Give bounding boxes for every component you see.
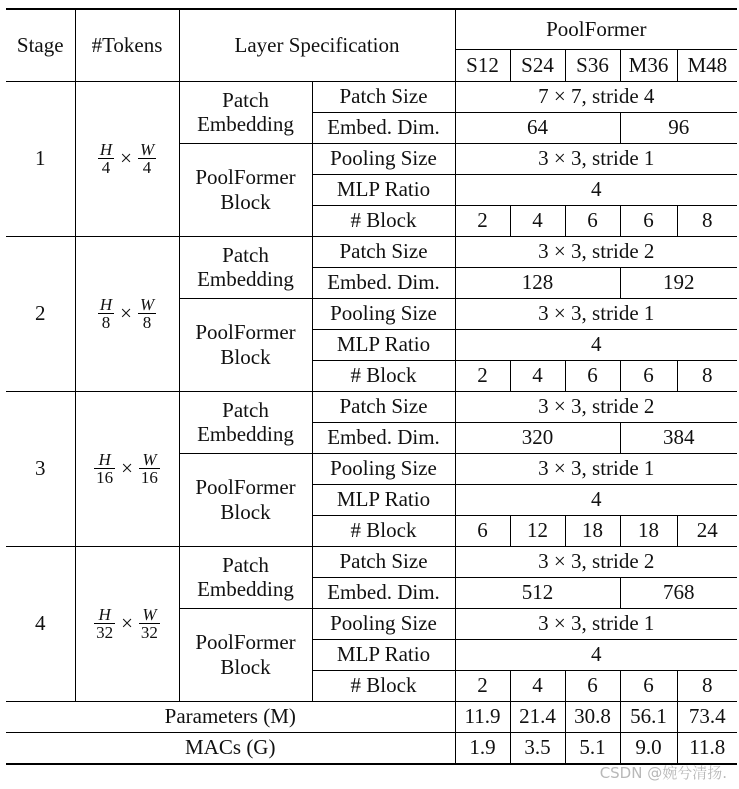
mlp-ratio-value: 4 [455, 174, 737, 205]
embed-dim-m-value: 384 [620, 422, 737, 453]
mlp-ratio-label: MLP Ratio [312, 484, 455, 515]
macs-value: 1.9 [455, 732, 510, 764]
num-block-value: 2 [455, 670, 510, 701]
embed-dim-s-value: 320 [455, 422, 620, 453]
params-value: 11.9 [455, 701, 510, 732]
header-model-m36: M36 [620, 49, 677, 81]
pooling-size-value: 3 × 3, stride 1 [455, 453, 737, 484]
fraction-denominator: 8 [138, 313, 156, 331]
header-model-s12: S12 [455, 49, 510, 81]
tokens-formula [75, 81, 179, 236]
poolformer-spec-table [6, 8, 737, 765]
params-label: Parameters (M) [6, 701, 455, 732]
patch-size-label: Patch Size [312, 236, 455, 267]
header-layer-spec: Layer Specification [179, 9, 455, 81]
patch-size-value: 3 × 3, stride 2 [455, 546, 737, 577]
num-block-value: 6 [565, 205, 620, 236]
num-block-value: 4 [510, 205, 565, 236]
num-block-value: 6 [565, 360, 620, 391]
table-body [6, 9, 737, 764]
num-block-value: 6 [620, 205, 677, 236]
patch-size-value: 3 × 3, stride 2 [455, 391, 737, 422]
embed-dim-s-value: 128 [455, 267, 620, 298]
patch-size-label: Patch Size [312, 81, 455, 112]
pooling-size-value: 3 × 3, stride 1 [455, 143, 737, 174]
width-fraction [138, 141, 156, 176]
num-block-value: 12 [510, 515, 565, 546]
patch-size-value: 7 × 7, stride 4 [455, 81, 737, 112]
num-block-label: # Block [312, 360, 455, 391]
fraction-denominator: 8 [98, 313, 114, 331]
poolformer-block-label: PoolFormer Block [179, 143, 312, 236]
embed-dim-label: Embed. Dim. [312, 267, 455, 298]
height-fraction [94, 606, 115, 641]
pooling-size-label: Pooling Size [312, 608, 455, 639]
embed-dim-m-value: 96 [620, 112, 737, 143]
fraction-numerator: H [98, 605, 111, 624]
fraction-denominator: 16 [140, 468, 158, 487]
fraction-denominator: 4 [98, 158, 114, 176]
macs-label: MACs (G) [6, 732, 455, 764]
num-block-value: 8 [677, 205, 737, 236]
pooling-size-label: Pooling Size [312, 143, 455, 174]
fraction-numerator: H [99, 140, 113, 159]
embed-dim-label: Embed. Dim. [312, 112, 455, 143]
embed-dim-s-value: 512 [455, 577, 620, 608]
fraction-numerator: W [142, 450, 157, 469]
fraction-numerator: H [99, 295, 113, 314]
times-symbol: × [121, 456, 133, 481]
patch-size-label: Patch Size [312, 391, 455, 422]
times-symbol: × [120, 301, 132, 326]
embed-dim-m-value: 768 [620, 577, 737, 608]
tokens-formula [75, 546, 179, 701]
tokens-formula [75, 391, 179, 546]
patch-embedding-label: Patch Embedding [179, 391, 312, 453]
params-value: 73.4 [677, 701, 737, 732]
fraction-denominator: 32 [140, 623, 158, 642]
fraction-numerator: W [142, 605, 157, 624]
times-symbol: × [120, 146, 132, 171]
num-block-label: # Block [312, 670, 455, 701]
num-block-value: 18 [565, 515, 620, 546]
macs-value: 11.8 [677, 732, 737, 764]
watermark: CSDN @婉兮清扬. [599, 764, 727, 782]
num-block-value: 2 [455, 205, 510, 236]
fraction-numerator: W [139, 140, 155, 159]
num-block-value: 2 [455, 360, 510, 391]
mlp-ratio-value: 4 [455, 484, 737, 515]
header-stage: Stage [6, 9, 75, 81]
fraction-numerator: W [139, 295, 155, 314]
pooling-size-label: Pooling Size [312, 298, 455, 329]
mlp-ratio-label: MLP Ratio [312, 174, 455, 205]
macs-value: 5.1 [565, 732, 620, 764]
patch-embedding-label: Patch Embedding [179, 546, 312, 608]
num-block-value: 6 [455, 515, 510, 546]
num-block-value: 4 [510, 670, 565, 701]
mlp-ratio-label: MLP Ratio [312, 329, 455, 360]
macs-value: 3.5 [510, 732, 565, 764]
fraction-denominator: 16 [96, 468, 114, 487]
mlp-ratio-value: 4 [455, 639, 737, 670]
tokens-formula [75, 236, 179, 391]
fraction-denominator: 32 [96, 623, 114, 642]
num-block-value: 6 [620, 360, 677, 391]
params-value: 30.8 [565, 701, 620, 732]
width-fraction [139, 451, 160, 486]
poolformer-block-label: PoolFormer Block [179, 298, 312, 391]
num-block-value: 4 [510, 360, 565, 391]
header-model-s24: S24 [510, 49, 565, 81]
header-tokens: #Tokens [75, 9, 179, 81]
embed-dim-s-value: 64 [455, 112, 620, 143]
header-poolformer: PoolFormer [455, 9, 737, 49]
times-symbol: × [121, 611, 133, 636]
stage-number: 3 [6, 391, 75, 546]
width-fraction [139, 606, 160, 641]
pooling-size-label: Pooling Size [312, 453, 455, 484]
num-block-value: 18 [620, 515, 677, 546]
header-model-m48: M48 [677, 49, 737, 81]
embed-dim-label: Embed. Dim. [312, 577, 455, 608]
fraction-numerator: H [98, 450, 111, 469]
poolformer-block-label: PoolFormer Block [179, 608, 312, 701]
patch-size-label: Patch Size [312, 546, 455, 577]
stage-number: 2 [6, 236, 75, 391]
macs-value: 9.0 [620, 732, 677, 764]
params-value: 56.1 [620, 701, 677, 732]
num-block-value: 8 [677, 360, 737, 391]
stage-number: 4 [6, 546, 75, 701]
stage-number: 1 [6, 81, 75, 236]
mlp-ratio-value: 4 [455, 329, 737, 360]
pooling-size-value: 3 × 3, stride 1 [455, 298, 737, 329]
num-block-value: 8 [677, 670, 737, 701]
params-value: 21.4 [510, 701, 565, 732]
embed-dim-label: Embed. Dim. [312, 422, 455, 453]
height-fraction [98, 141, 114, 176]
header-model-s36: S36 [565, 49, 620, 81]
height-fraction [94, 451, 115, 486]
num-block-label: # Block [312, 515, 455, 546]
pooling-size-value: 3 × 3, stride 1 [455, 608, 737, 639]
width-fraction [138, 296, 156, 331]
poolformer-block-label: PoolFormer Block [179, 453, 312, 546]
embed-dim-m-value: 192 [620, 267, 737, 298]
num-block-value: 6 [620, 670, 677, 701]
mlp-ratio-label: MLP Ratio [312, 639, 455, 670]
num-block-value: 6 [565, 670, 620, 701]
num-block-value: 24 [677, 515, 737, 546]
height-fraction [98, 296, 114, 331]
patch-embedding-label: Patch Embedding [179, 81, 312, 143]
patch-size-value: 3 × 3, stride 2 [455, 236, 737, 267]
fraction-denominator: 4 [138, 158, 156, 176]
patch-embedding-label: Patch Embedding [179, 236, 312, 298]
num-block-label: # Block [312, 205, 455, 236]
